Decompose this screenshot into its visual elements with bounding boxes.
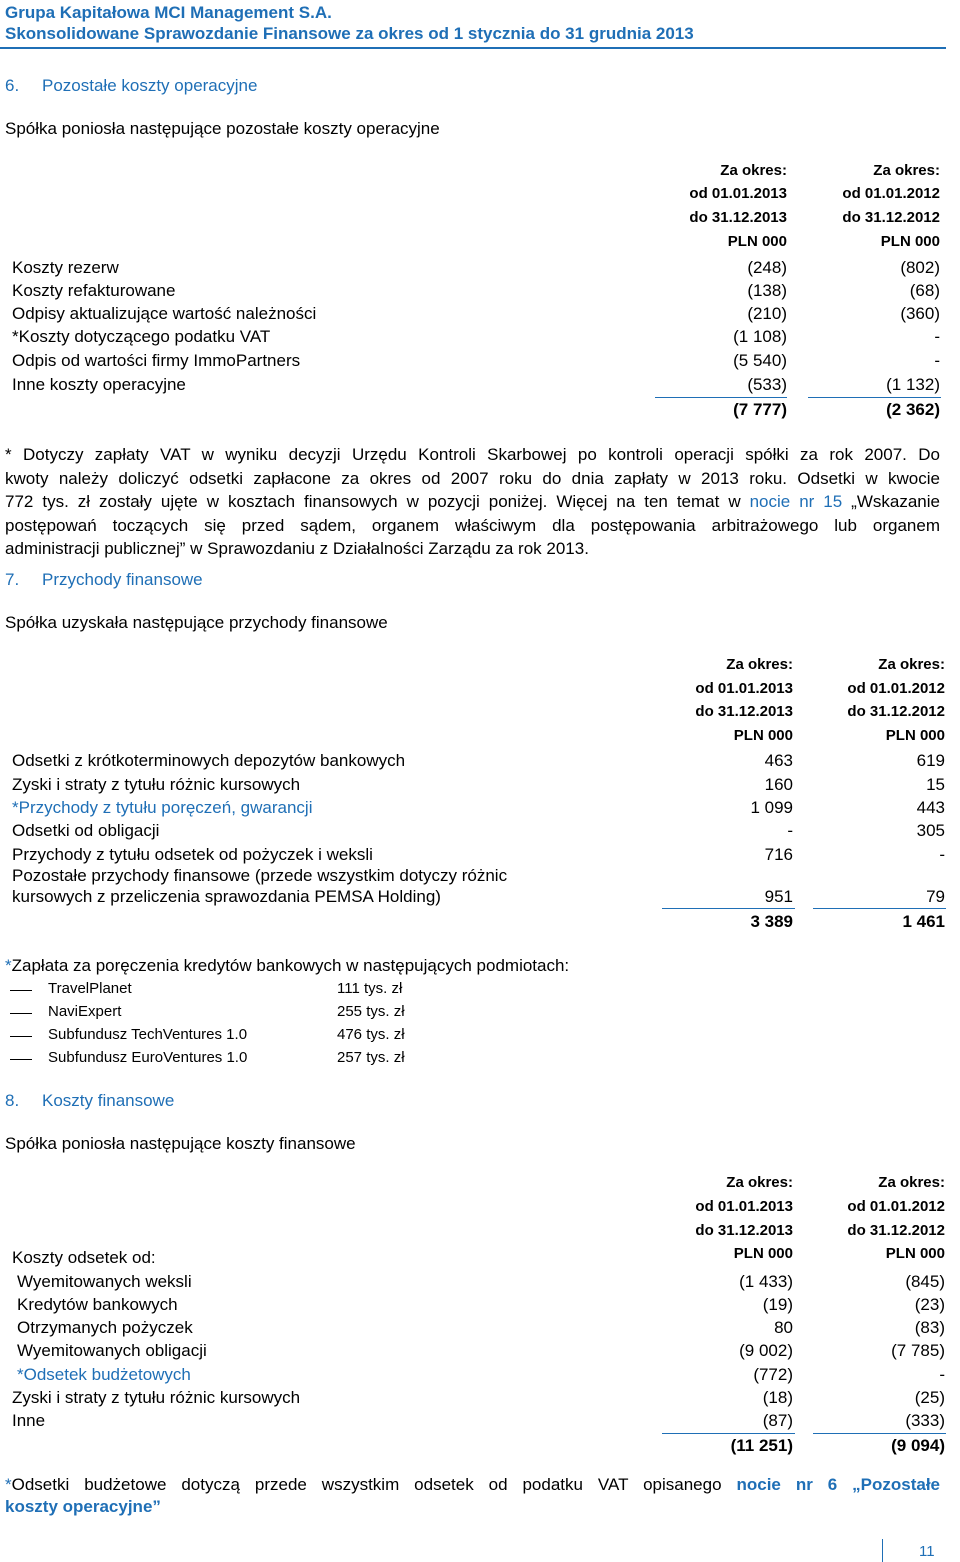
value-2013: (138) xyxy=(747,281,787,300)
value-2013: (5 540) xyxy=(733,351,787,370)
section-6-intro: Spółka poniosła następujące pozostałe koszty operacyjne xyxy=(5,119,440,138)
section-6-footnote xyxy=(5,443,940,561)
guarantee-intro xyxy=(5,956,569,976)
row-label: Pozostałe przychody finansowe (przede wszystkim dotyczy różnic xyxy=(12,866,508,885)
value-2012: (333) xyxy=(905,1411,945,1430)
row-label: Zyski i straty z tytułu różnic kursowych xyxy=(12,775,301,794)
group-label: Koszty odsetek od: xyxy=(12,1248,156,1267)
footnote-line xyxy=(5,1474,940,1496)
value-2013: (210) xyxy=(747,304,787,323)
col-header-line: do 31.12.2012 xyxy=(842,209,940,226)
row-label: Kredytów bankowych xyxy=(17,1295,178,1314)
row-label: Wyemitowanych obligacji xyxy=(17,1341,207,1360)
col-header-line: do 31.12.2013 xyxy=(695,1222,793,1239)
value-2012: - xyxy=(934,351,940,370)
section-7-intro: Spółka uzyskała następujące przychody finansowe xyxy=(5,613,388,632)
row-label: Zyski i straty z tytułu różnic kursowych xyxy=(12,1388,301,1407)
report-title: Skonsolidowane Sprawozdanie Finansowe za okres od 1 stycznia do 31 grudnia 2013 xyxy=(5,24,694,43)
subtotal-rule xyxy=(662,1433,795,1434)
page-number: 11 xyxy=(919,1543,935,1560)
value-2013: 80 xyxy=(774,1318,793,1337)
dash-bullet-icon xyxy=(10,990,32,991)
value-2013: 1 099 xyxy=(750,798,793,817)
section-8-title: Koszty finansowe xyxy=(42,1091,175,1110)
note-6-link[interactable]: nocie nr 6 „Pozostałe xyxy=(736,1475,940,1494)
total-2012: (9 094) xyxy=(891,1436,945,1455)
col-header-line: Za okres: xyxy=(878,656,945,673)
entity-amount: 111 tys. zł xyxy=(337,980,403,997)
value-2012: 619 xyxy=(916,751,945,770)
value-2013: (87) xyxy=(762,1411,793,1430)
col-header-line: do 31.12.2013 xyxy=(689,209,787,226)
value-2012: 443 xyxy=(916,798,945,817)
col-header-line: Za okres: xyxy=(878,1174,945,1191)
section-6-number: 6. xyxy=(5,76,20,95)
footnote-line: kwoty należy doliczyć odsetki zapłacone za okres od 2007 roku do dnia zapłaty w 2013 roku. Odsetki w kwocie xyxy=(5,468,940,488)
row-label: Inne xyxy=(12,1411,46,1430)
row-label: Wyemitowanych weksli xyxy=(17,1272,192,1291)
dash-bullet-icon xyxy=(10,1059,32,1060)
row-label: Odpisy aktualizujące wartość należności xyxy=(12,304,317,323)
section-6-title: Pozostałe koszty operacyjne xyxy=(42,76,258,95)
col-header-line: PLN 000 xyxy=(727,233,787,250)
col-header-line: PLN 000 xyxy=(885,727,945,744)
total-2012: (2 362) xyxy=(886,400,940,419)
value-2012: 79 xyxy=(926,887,945,906)
entity-name: Subfundusz TechVentures 1.0 xyxy=(48,1026,248,1043)
page-number-rule xyxy=(882,1539,883,1562)
entity-name: Subfundusz EuroVentures 1.0 xyxy=(48,1049,248,1066)
value-2013: (248) xyxy=(747,258,787,277)
value-2012: 15 xyxy=(926,775,945,794)
value-2013: 463 xyxy=(764,751,793,770)
value-2013: (1 433) xyxy=(739,1272,793,1291)
footnote-line: * Dotyczy zapłaty VAT w wyniku decyzji Urzędu Kontroli Skarbowej po kontroli operacji spółki za rok 2007. Do xyxy=(5,445,940,464)
dash-bullet-icon xyxy=(10,1036,32,1037)
col-header-line: PLN 000 xyxy=(733,727,793,744)
value-2012: (68) xyxy=(909,281,940,300)
value-2012: (83) xyxy=(914,1318,945,1337)
entity-amount: 476 tys. zł xyxy=(337,1026,405,1043)
subtotal-rule xyxy=(813,908,946,909)
entity-name: TravelPlanet xyxy=(48,980,132,997)
total-2013: 3 389 xyxy=(750,912,793,931)
value-2012: 305 xyxy=(916,821,945,840)
entity-amount: 255 tys. zł xyxy=(337,1003,405,1020)
row-label: Koszty rezerw xyxy=(12,258,119,277)
footnote-text: Odsetki budżetowe dotyczą przede wszystkim odsetek od podatku VAT opisanego xyxy=(11,1475,737,1494)
company-name: Grupa Kapitałowa MCI Management S.A. xyxy=(5,3,332,22)
footnote-text: „Wskazanie xyxy=(842,492,940,511)
row-label: Przychody z tytułu odsetek od pożyczek i weksli xyxy=(12,845,373,864)
row-label: Odsetki z krótkoterminowych depozytów bankowych xyxy=(12,751,406,770)
entity-amount: 257 tys. zł xyxy=(337,1049,405,1066)
col-header-line: od 01.01.2013 xyxy=(695,1198,793,1215)
note-15-link[interactable]: nocie nr 15 xyxy=(749,492,843,511)
row-label: *Przychody z tytułu poręczeń, gwarancji xyxy=(12,798,313,817)
value-2012: (25) xyxy=(914,1388,945,1407)
dash-bullet-icon xyxy=(10,1013,32,1014)
header-rule xyxy=(0,47,946,49)
col-header-line: do 31.12.2012 xyxy=(847,1222,945,1239)
footnote-line: postępowań toczących się przed sądem, organem właściwym dla postępowania arbitrażowego lub organem xyxy=(5,515,940,535)
value-2013: (19) xyxy=(762,1295,793,1314)
value-2013: 951 xyxy=(764,887,793,906)
value-2013: 716 xyxy=(764,845,793,864)
row-label: *Koszty dotyczącego podatku VAT xyxy=(12,327,271,346)
value-2013: 160 xyxy=(764,775,793,794)
col-header-line: Za okres: xyxy=(720,162,787,179)
col-header-line: do 31.12.2013 xyxy=(695,703,793,720)
value-2012: - xyxy=(939,1365,945,1384)
section-7-title: Przychody finansowe xyxy=(42,570,203,589)
subtotal-rule xyxy=(808,397,941,398)
value-2013: (1 108) xyxy=(733,327,787,346)
value-2013: - xyxy=(787,821,793,840)
row-label: kursowych z przeliczenia sprawozdania PEMSA Holding) xyxy=(12,887,441,906)
col-header-line: od 01.01.2013 xyxy=(689,185,787,202)
row-label: Odpis od wartości firmy ImmoPartners xyxy=(12,351,301,370)
value-2012: (7 785) xyxy=(891,1341,945,1360)
asterisk-marker: * xyxy=(5,1475,12,1494)
col-header-line: od 01.01.2012 xyxy=(842,185,940,202)
value-2012: (360) xyxy=(900,304,940,323)
total-2013: (11 251) xyxy=(730,1436,793,1455)
value-2013: (18) xyxy=(762,1388,793,1407)
col-header-line: od 01.01.2012 xyxy=(847,680,945,697)
row-label: *Odsetek budżetowych xyxy=(17,1365,191,1384)
value-2012: (802) xyxy=(900,258,940,277)
value-2013: (9 002) xyxy=(739,1341,793,1360)
footnote-line: administracji publicznej” w Sprawozdaniu z Działalności Zarządu za rok 2013. xyxy=(5,539,589,558)
col-header-line: od 01.01.2013 xyxy=(695,680,793,697)
section-8-intro: Spółka poniosła następujące koszty finansowe xyxy=(5,1134,356,1153)
row-label: Odsetki od obligacji xyxy=(12,821,160,840)
col-header-line: Za okres: xyxy=(873,162,940,179)
value-2013: (772) xyxy=(753,1365,793,1384)
entity-name: NaviExpert xyxy=(48,1003,122,1020)
value-2012: (845) xyxy=(905,1272,945,1291)
value-2012: - xyxy=(934,327,940,346)
section-8-number: 8. xyxy=(5,1091,20,1110)
subtotal-rule xyxy=(813,1433,946,1434)
col-header-line: Za okres: xyxy=(726,1174,793,1191)
value-2013: (533) xyxy=(747,375,787,394)
guarantee-intro-text: Zapłata za poręczenia kredytów bankowych w następujących podmiotach: xyxy=(11,956,570,975)
col-header-line: do 31.12.2012 xyxy=(847,703,945,720)
col-header-line: od 01.01.2012 xyxy=(847,1198,945,1215)
row-label: Inne koszty operacyjne xyxy=(12,375,186,394)
col-header-line: PLN 000 xyxy=(733,1245,793,1262)
total-2012: 1 461 xyxy=(902,912,945,931)
value-2012: (1 132) xyxy=(886,375,940,394)
note-6-link-continued[interactable]: koszty operacyjne” xyxy=(5,1497,161,1516)
asterisk-marker: * xyxy=(5,956,12,975)
row-label: Koszty refakturowane xyxy=(12,281,176,300)
subtotal-rule xyxy=(655,397,787,398)
value-2012: (23) xyxy=(914,1295,945,1314)
col-header-line: PLN 000 xyxy=(885,1245,945,1262)
col-header-line: Za okres: xyxy=(726,656,793,673)
subtotal-rule xyxy=(662,908,795,909)
section-7-number: 7. xyxy=(5,570,20,589)
section-8-footnote xyxy=(5,1474,940,1518)
row-label: Otrzymanych pożyczek xyxy=(17,1318,193,1337)
value-2012: - xyxy=(939,845,945,864)
footnote-line xyxy=(5,490,940,514)
total-2013: (7 777) xyxy=(733,400,787,419)
footnote-text: 772 tys. zł zostały ujęte w kosztach finansowych w pozycji poniżej. Więcej na ten temat w xyxy=(5,492,750,511)
col-header-line: PLN 000 xyxy=(880,233,940,250)
